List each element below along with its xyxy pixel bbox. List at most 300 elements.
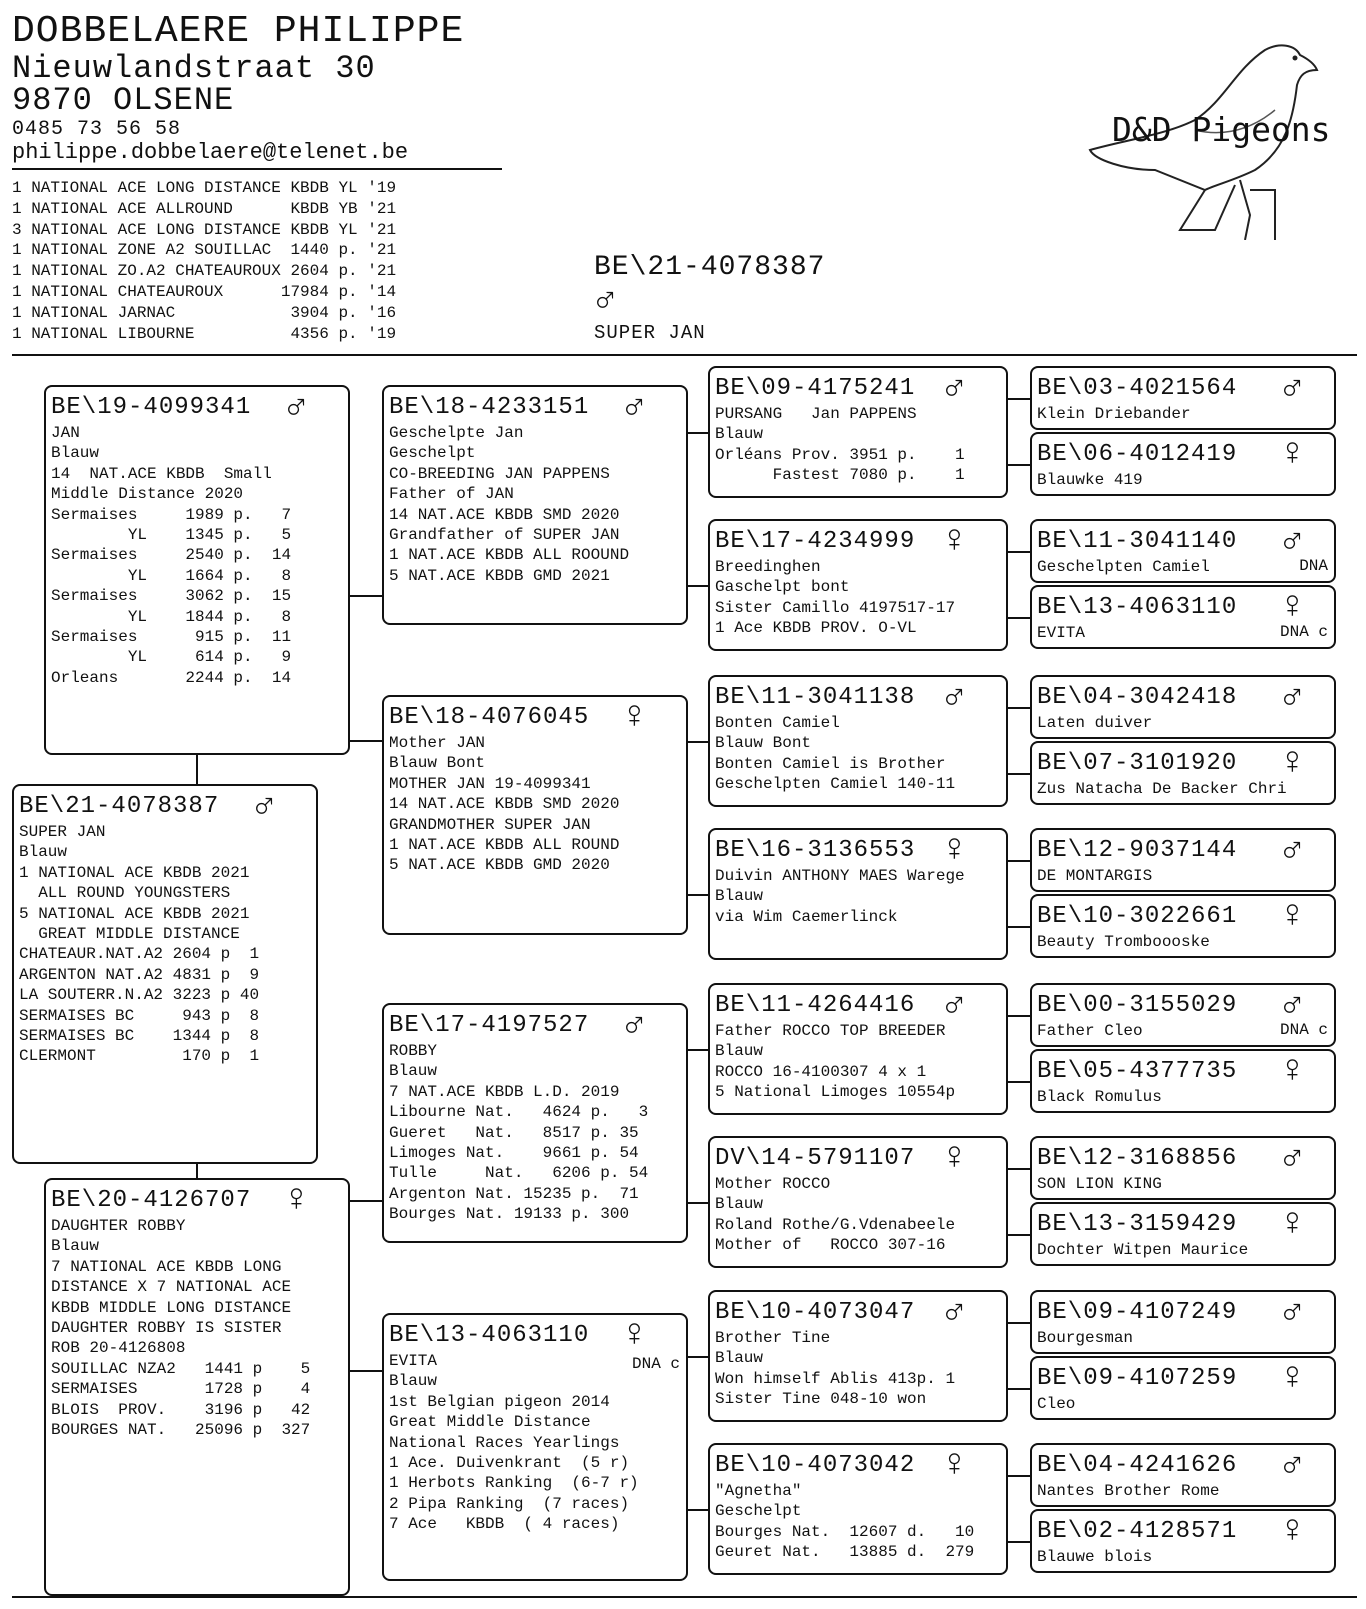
detail-line: ROB 20-4126808 [51,1339,186,1358]
detail-line: SERMAISES BC 1344 p 8 [19,1026,260,1045]
detail-line: Blauw [51,1237,100,1256]
ring-number: BE\10-3022661 [1037,903,1238,930]
detail-line: Bonten Camiel is Brother [715,754,946,773]
connector-line [688,1049,708,1051]
detail-line: Blauwke 419 [1037,471,1143,489]
detail-line: Geschelpten Camiel 140-11 [715,775,956,794]
ancestor-box[interactable] [1030,1443,1336,1507]
pigeon-details [715,1174,1000,1256]
dna-tag: DNA [1299,557,1328,575]
detail-line: SOUILLAC NZA2 1441 p 5 [51,1359,311,1378]
detail-line: 2 Pipa Ranking (7 races) [389,1494,630,1513]
detail-line: JAN [51,424,80,442]
detail-line: "Agnetha" [715,1482,802,1500]
box-header [1037,1444,1328,1487]
connector-line [1008,1541,1030,1543]
connector-line [1008,1322,1030,1324]
box-header [1037,1357,1328,1400]
ancestor-box[interactable] [1030,366,1336,430]
dna-tag: DNA c [1279,623,1328,641]
male-symbol-icon: ♂ [623,386,646,429]
ring-number: BE\03-4021564 [1037,375,1238,402]
detail-line: 5 National Limoges 10554p [715,1083,956,1102]
detail-line: Sermaises 3062 p. 15 [51,587,292,606]
ancestor-box[interactable] [1030,828,1336,892]
female-symbol-icon: ♀ [943,1444,966,1487]
detail-line: 1 Ace KBDB PROV. O-VL [715,619,917,638]
detail-line: GRANDMOTHER SUPER JAN [389,815,591,834]
box-header [19,785,310,828]
detail-line: Blauw [715,1349,764,1368]
detail-line: Sermaises 2540 p. 14 [51,546,292,565]
ring-number: BE\12-3168856 [1037,1145,1238,1172]
ring-number: BE\09-4107259 [1037,1365,1238,1392]
male-symbol-icon: ♂ [285,386,308,429]
detail-line: Mother ROCCO [715,1175,831,1193]
connector-line [350,740,382,742]
detail-line: EVITA [1037,624,1086,642]
achievement-line: 1 NATIONAL ACE LONG DISTANCE KBDB YL '19 [12,179,397,197]
ring-number: BE\13-4063110 [1037,594,1238,621]
connector-line [688,741,708,743]
box-header [1037,586,1328,629]
pigeon-details [715,404,1000,486]
detail-line: 14 NAT.ACE KBDB Small [51,464,272,483]
box-header [1037,742,1328,785]
connector-line [688,1356,708,1358]
box-header [389,386,680,429]
great-grandparent-box[interactable] [708,675,1008,807]
detail-line: 1 NAT.ACE KBDB ALL ROOUND [389,546,630,565]
detail-line: ALL ROUND YOUNGSTERS [19,884,231,903]
detail-line: Bonten Camiel [715,714,840,732]
detail-line: Bourges Nat. 19133 p. 300 [389,1205,630,1224]
detail-line: BOURGES NAT. 25096 p 327 [51,1420,311,1439]
female-symbol-icon: ♀ [1281,1357,1304,1400]
detail-line: Geuret Nat. 13885 d. 279 [715,1543,975,1562]
male-symbol-icon: ♂ [1281,520,1304,563]
pigeon-details [389,423,680,586]
detail-line: DISTANCE X 7 NATIONAL ACE [51,1278,292,1297]
pigeon-details [51,1216,342,1440]
detail-line: Laten duiver [1037,714,1153,732]
female-symbol-icon: ♀ [285,1179,308,1222]
detail-line: YL 1664 p. 8 [51,566,292,585]
connector-line [1008,551,1030,553]
dna-tag: DNA c [1279,1021,1328,1039]
detail-line: Zus Natacha De Backer Chri [1037,780,1287,798]
detail-line: Blauw Bont [389,754,486,773]
detail-line: Argenton Nat. 15235 p. 71 [389,1184,639,1203]
detail-line: Blauw [715,1195,764,1214]
detail-line: Bourgesman [1037,1329,1134,1347]
box-header [715,984,1000,1027]
detail-line: 1st Belgian pigeon 2014 [389,1392,610,1411]
detail-line: SERMAISES 1728 p 4 [51,1380,311,1399]
ring-number: BE\13-3159429 [1037,1211,1238,1238]
detail-line: ARGENTON NAT.A2 4831 p 9 [19,965,260,984]
ancestor-box[interactable] [1030,1356,1336,1420]
box-header [715,829,1000,872]
box-header [1037,1137,1328,1180]
ring-number: BE\13-4063110 [389,1322,590,1349]
header-divider [12,168,502,170]
ring-number: BE\11-3041138 [715,684,916,711]
detail-line: Gaschelpt bont [715,578,850,597]
ancestor-box[interactable] [1030,983,1336,1047]
detail-line: Grandfather of SUPER JAN [389,525,620,544]
ancestor-box[interactable] [1030,675,1336,739]
detail-line: Sermaises 1989 p. 7 [51,505,292,524]
detail-line: Brother Tine [715,1329,831,1347]
ring-number: BE\20-4126707 [51,1187,252,1214]
male-symbol-icon: ♂ [253,785,276,828]
ring-number: BE\16-3136553 [715,837,916,864]
detail-line: EVITA [389,1352,438,1370]
ancestor-box[interactable] [1030,1049,1336,1113]
great-grandparent-box[interactable] [708,519,1008,651]
ancestor-box[interactable] [1030,1290,1336,1354]
detail-line: Father of JAN [389,485,514,504]
connector-line [1008,464,1030,466]
detail-line: Mother JAN [389,734,486,752]
female-symbol-icon: ♀ [943,829,966,872]
detail-line: 5 NAT.ACE KBDB GMD 2021 [389,566,610,585]
ring-number: BE\06-4012419 [1037,441,1238,468]
male-symbol-icon: ♂ [943,1291,966,1334]
box-header [715,1137,1000,1180]
connector-line [350,1370,382,1372]
detail-line: Blauw Bont [715,734,812,753]
box-header [51,1179,342,1222]
ring-number: BE\10-4073042 [715,1452,916,1479]
detail-line: 7 NAT.ACE KBDB L.D. 2019 [389,1082,620,1101]
detail-line: YL 1345 p. 5 [51,525,292,544]
ring-number: BE\02-4128571 [1037,1518,1238,1545]
box-header [1037,676,1328,719]
box-header [1037,1050,1328,1093]
ring-number: BE\12-9037144 [1037,837,1238,864]
achievement-line: 1 NATIONAL CHATEAUROUX 17984 p. '14 [12,282,397,301]
detail-line: Sister Camillo 4197517-17 [715,598,956,617]
ancestor-box[interactable] [1030,894,1336,958]
detail-line: Gueret Nat. 8517 p. 35 [389,1123,639,1142]
connector-line [1008,860,1030,862]
connector-line [1008,398,1030,400]
detail-line: Great Middle Distance [389,1413,591,1432]
detail-line: 1 Herbots Ranking (6-7 r) [389,1474,639,1493]
owner-name: DOBBELAERE PHILIPPE [12,10,465,53]
connector-line [1008,1081,1030,1083]
connector-line [688,585,708,587]
ring-number: BE\00-3155029 [1037,992,1238,1019]
detail-line: Geschelpte Jan [389,424,524,442]
owner-city: 9870 OLSENE [12,82,235,119]
ring-number: BE\05-4377735 [1037,1058,1238,1085]
detail-line: CO-BREEDING JAN PAPPENS [389,464,610,483]
male-symbol-icon: ♂ [1281,1137,1304,1180]
detail-line: YL 1844 p. 8 [51,607,292,626]
subject-name: SUPER JAN [594,322,706,344]
female-symbol-icon: ♀ [1281,742,1304,785]
ring-number: BE\21-4078387 [19,793,220,820]
detail-line: KBDB MIDDLE LONG DISTANCE [51,1298,292,1317]
detail-line: YL 614 p. 9 [51,648,292,667]
detail-line: Blauw [389,1372,438,1391]
detail-line: 7 NATIONAL ACE KBDB LONG [51,1257,282,1276]
detail-line: Blauw [389,1062,438,1081]
detail-line: 5 NATIONAL ACE KBDB 2021 [19,904,250,923]
female-symbol-icon: ♀ [1281,433,1304,476]
detail-line: Middle Distance 2020 [51,485,244,504]
grandparent-box[interactable] [382,1313,688,1581]
box-header [1037,1291,1328,1334]
main-pigeon-box[interactable] [12,784,318,1164]
detail-line: ROBBY [389,1042,438,1060]
pigeon-details [389,1041,680,1225]
ring-number: BE\11-4264416 [715,992,916,1019]
great-grandparent-box[interactable] [708,828,1008,960]
ancestor-box[interactable] [1030,1509,1336,1573]
male-symbol-icon: ♂ [1281,984,1304,1027]
achievement-line: 1 NATIONAL JARNAC 3904 p. '16 [12,303,397,322]
detail-line: Sister Tine 048-10 won [715,1390,927,1409]
female-symbol-icon: ♀ [1281,1510,1304,1553]
ring-number: BE\09-4107249 [1037,1299,1238,1326]
detail-line: Father ROCCO TOP BREEDER [715,1022,946,1040]
box-header [389,696,680,739]
connector-line [1008,707,1030,709]
detail-line: PURSANG Jan PAPPENS [715,405,917,423]
ancestor-box[interactable] [1030,1202,1336,1266]
box-header [1037,984,1328,1027]
pigeon-details [715,1328,1000,1410]
female-symbol-icon: ♀ [623,1314,646,1357]
detail-line: Beauty Tromboooske [1037,933,1210,951]
detail-line: Won himself Ablis 413p. 1 [715,1369,956,1388]
achievement-line: 1 NATIONAL LIBOURNE 4356 p. '19 [12,324,397,343]
box-header [1037,433,1328,476]
top-divider [12,354,1357,356]
ring-number: BE\10-4073047 [715,1299,916,1326]
connector-line [688,1509,708,1511]
male-symbol-icon: ♂ [594,279,617,322]
subject-ring: BE\21-4078387 [594,252,826,283]
detail-line: DAUGHTER ROBBY IS SISTER [51,1318,282,1337]
female-symbol-icon: ♀ [943,1137,966,1180]
female-symbol-icon: ♀ [1281,895,1304,938]
detail-line: Bourges Nat. 12607 d. 10 [715,1522,975,1541]
pigeon-details [715,1481,1000,1563]
detail-line: Roland Rothe/G.Vdenabeele [715,1215,956,1234]
detail-line: CLERMONT 170 p 1 [19,1047,260,1066]
box-header [1037,829,1328,872]
detail-line: Duivin ANTHONY MAES Warege [715,867,965,885]
detail-line: 14 NAT.ACE KBDB SMD 2020 [389,505,620,524]
detail-line: BLOIS PROV. 3196 p 42 [51,1400,311,1419]
ancestor-box[interactable] [1030,741,1336,805]
pigeon-details [389,1351,680,1535]
ring-number: BE\18-4233151 [389,394,590,421]
ring-number: BE\04-4241626 [1037,1452,1238,1479]
great-grandparent-box[interactable] [708,1290,1008,1422]
female-symbol-icon: ♀ [1281,1050,1304,1093]
connector-line [688,1202,708,1204]
detail-line: SON LION KING [1037,1175,1162,1193]
female-symbol-icon: ♀ [943,520,966,563]
detail-line: SUPER JAN [19,823,106,841]
ancestor-box[interactable] [1030,585,1336,649]
connector-line [1008,926,1030,928]
box-header [1037,1203,1328,1246]
male-symbol-icon: ♂ [1281,367,1304,410]
great-grandparent-box[interactable] [708,1136,1008,1268]
ring-number: BE\17-4234999 [715,528,916,555]
detail-line: GREAT MIDDLE DISTANCE [19,924,240,943]
male-symbol-icon: ♂ [943,676,966,719]
owner-street: Nieuwlandstraat 30 [12,50,376,87]
detail-line: CHATEAUR.NAT.A2 2604 p 1 [19,945,260,964]
pigeon-details [19,822,310,1067]
ring-number: BE\04-3042418 [1037,684,1238,711]
detail-line: Orléans Prov. 3951 p. 1 [715,445,965,464]
great-grandparent-box[interactable] [708,1443,1008,1575]
owner-email[interactable]: philippe.dobbelaere@telenet.be [12,140,409,165]
detail-line: Black Romulus [1037,1088,1162,1106]
great-grandparent-box[interactable] [708,983,1008,1115]
grandparent-box[interactable] [382,1003,688,1243]
detail-line: Tulle Nat. 6206 p. 54 [389,1164,649,1183]
pigeon-details [51,423,342,688]
detail-line: Sermaises 915 p. 11 [51,627,292,646]
box-header [389,1004,680,1047]
detail-line: Orleans 2244 p. 14 [51,668,292,687]
great-grandparent-box[interactable] [708,366,1008,498]
pigeon-details [715,713,1000,795]
female-symbol-icon: ♀ [1281,586,1304,629]
box-header [715,676,1000,719]
detail-line: 7 Ace KBDB ( 4 races) [389,1515,620,1534]
connector-line [350,595,382,597]
box-header [715,1291,1000,1334]
ancestor-box[interactable] [1030,519,1336,583]
female-symbol-icon: ♀ [1281,1203,1304,1246]
detail-line: Blauw [715,1042,764,1061]
connector-line [688,894,708,896]
box-header [51,386,342,429]
detail-line: DAUGHTER ROBBY [51,1217,186,1235]
ring-number: BE\17-4197527 [389,1012,590,1039]
pigeon-details [389,733,680,876]
box-header [715,520,1000,563]
ring-number: BE\07-3101920 [1037,750,1238,777]
detail-line: Klein Driebander [1037,405,1191,423]
ring-number: BE\11-3041140 [1037,528,1238,555]
detail-line: via Wim Caemerlinck [715,907,898,926]
connector-line [688,432,708,434]
detail-line: Blauw [715,425,764,444]
ancestor-box[interactable] [1030,432,1336,496]
box-header [1037,895,1328,938]
female-symbol-icon: ♀ [623,696,646,739]
detail-line: Mother of ROCCO 307-16 [715,1236,946,1255]
sire-box[interactable] [44,385,350,755]
male-symbol-icon: ♂ [1281,1444,1304,1487]
connector-line [1008,617,1030,619]
detail-line: 14 NAT.ACE KBDB SMD 2020 [389,795,620,814]
detail-line: Blauw [19,843,68,862]
connector-line [1008,1015,1030,1017]
detail-line: Geschelpten Camiel [1037,558,1210,576]
detail-line: Limoges Nat. 9661 p. 54 [389,1143,639,1162]
connector-line [1008,1168,1030,1170]
male-symbol-icon: ♂ [623,1004,646,1047]
ring-number: BE\19-4099341 [51,394,252,421]
owner-phone: 0485 73 56 58 [12,118,182,141]
detail-line: Blauw [51,444,100,463]
detail-line: Cleo [1037,1395,1076,1413]
pigeon-details [715,866,1000,927]
box-header [1037,520,1328,563]
detail-line: 5 NAT.ACE KBDB GMD 2020 [389,856,610,875]
achievement-line: 1 NATIONAL ZO.A2 CHATEAUROUX 2604 p. '21 [12,262,397,281]
bottom-divider [12,1596,1357,1598]
detail-line: 1 Ace. Duivenkrant (5 r) [389,1453,630,1472]
ring-number: BE\18-4076045 [389,704,590,731]
male-symbol-icon: ♂ [1281,676,1304,719]
dna-tag: DNA c [631,1355,680,1373]
ancestor-box[interactable] [1030,1136,1336,1200]
box-header [389,1314,680,1357]
detail-line: DE MONTARGIS [1037,867,1153,885]
detail-line: Geschelpt [715,1502,802,1521]
logo-text: D&D Pigeons [1112,110,1331,149]
detail-line: LA SOUTERR.N.A2 3223 p 40 [19,986,260,1005]
detail-line: MOTHER JAN 19-4099341 [389,774,591,793]
connector-line [1008,1388,1030,1390]
male-symbol-icon: ♂ [1281,829,1304,872]
ring-number: BE\09-4175241 [715,375,916,402]
detail-line: Breedinghen [715,558,821,576]
detail-line: Father Cleo [1037,1022,1143,1040]
detail-line: SERMAISES BC 943 p 8 [19,1006,260,1025]
detail-line: Libourne Nat. 4624 p. 3 [389,1103,649,1122]
connector-line [1008,1234,1030,1236]
detail-line: ROCCO 16-4100307 4 x 1 [715,1062,927,1081]
detail-line: National Races Yearlings [389,1433,620,1452]
achievement-line: 3 NATIONAL ACE LONG DISTANCE KBDB YL '21 [12,220,397,239]
detail-line: Dochter Witpen Maurice [1037,1241,1249,1259]
grandparent-box[interactable] [382,385,688,625]
connector-line [196,755,198,785]
box-header [1037,367,1328,410]
pigeon-details [715,557,1000,639]
dam-box[interactable] [44,1178,350,1596]
achievement-line: 1 NATIONAL ACE ALLROUND KBDB YB '21 [12,199,397,218]
detail-line: Blauwe blois [1037,1548,1153,1566]
pigeon-details [715,1021,1000,1103]
connector-line [1008,1475,1030,1477]
box-header [715,1444,1000,1487]
male-symbol-icon: ♂ [943,367,966,410]
detail-line: Blauw [715,887,764,906]
male-symbol-icon: ♂ [1281,1291,1304,1334]
detail-line: Geschelpt [389,444,476,463]
connector-line [350,1200,382,1202]
connector-line [1008,773,1030,775]
detail-line: Nantes Brother Rome [1037,1482,1220,1500]
grandparent-box[interactable] [382,695,688,935]
